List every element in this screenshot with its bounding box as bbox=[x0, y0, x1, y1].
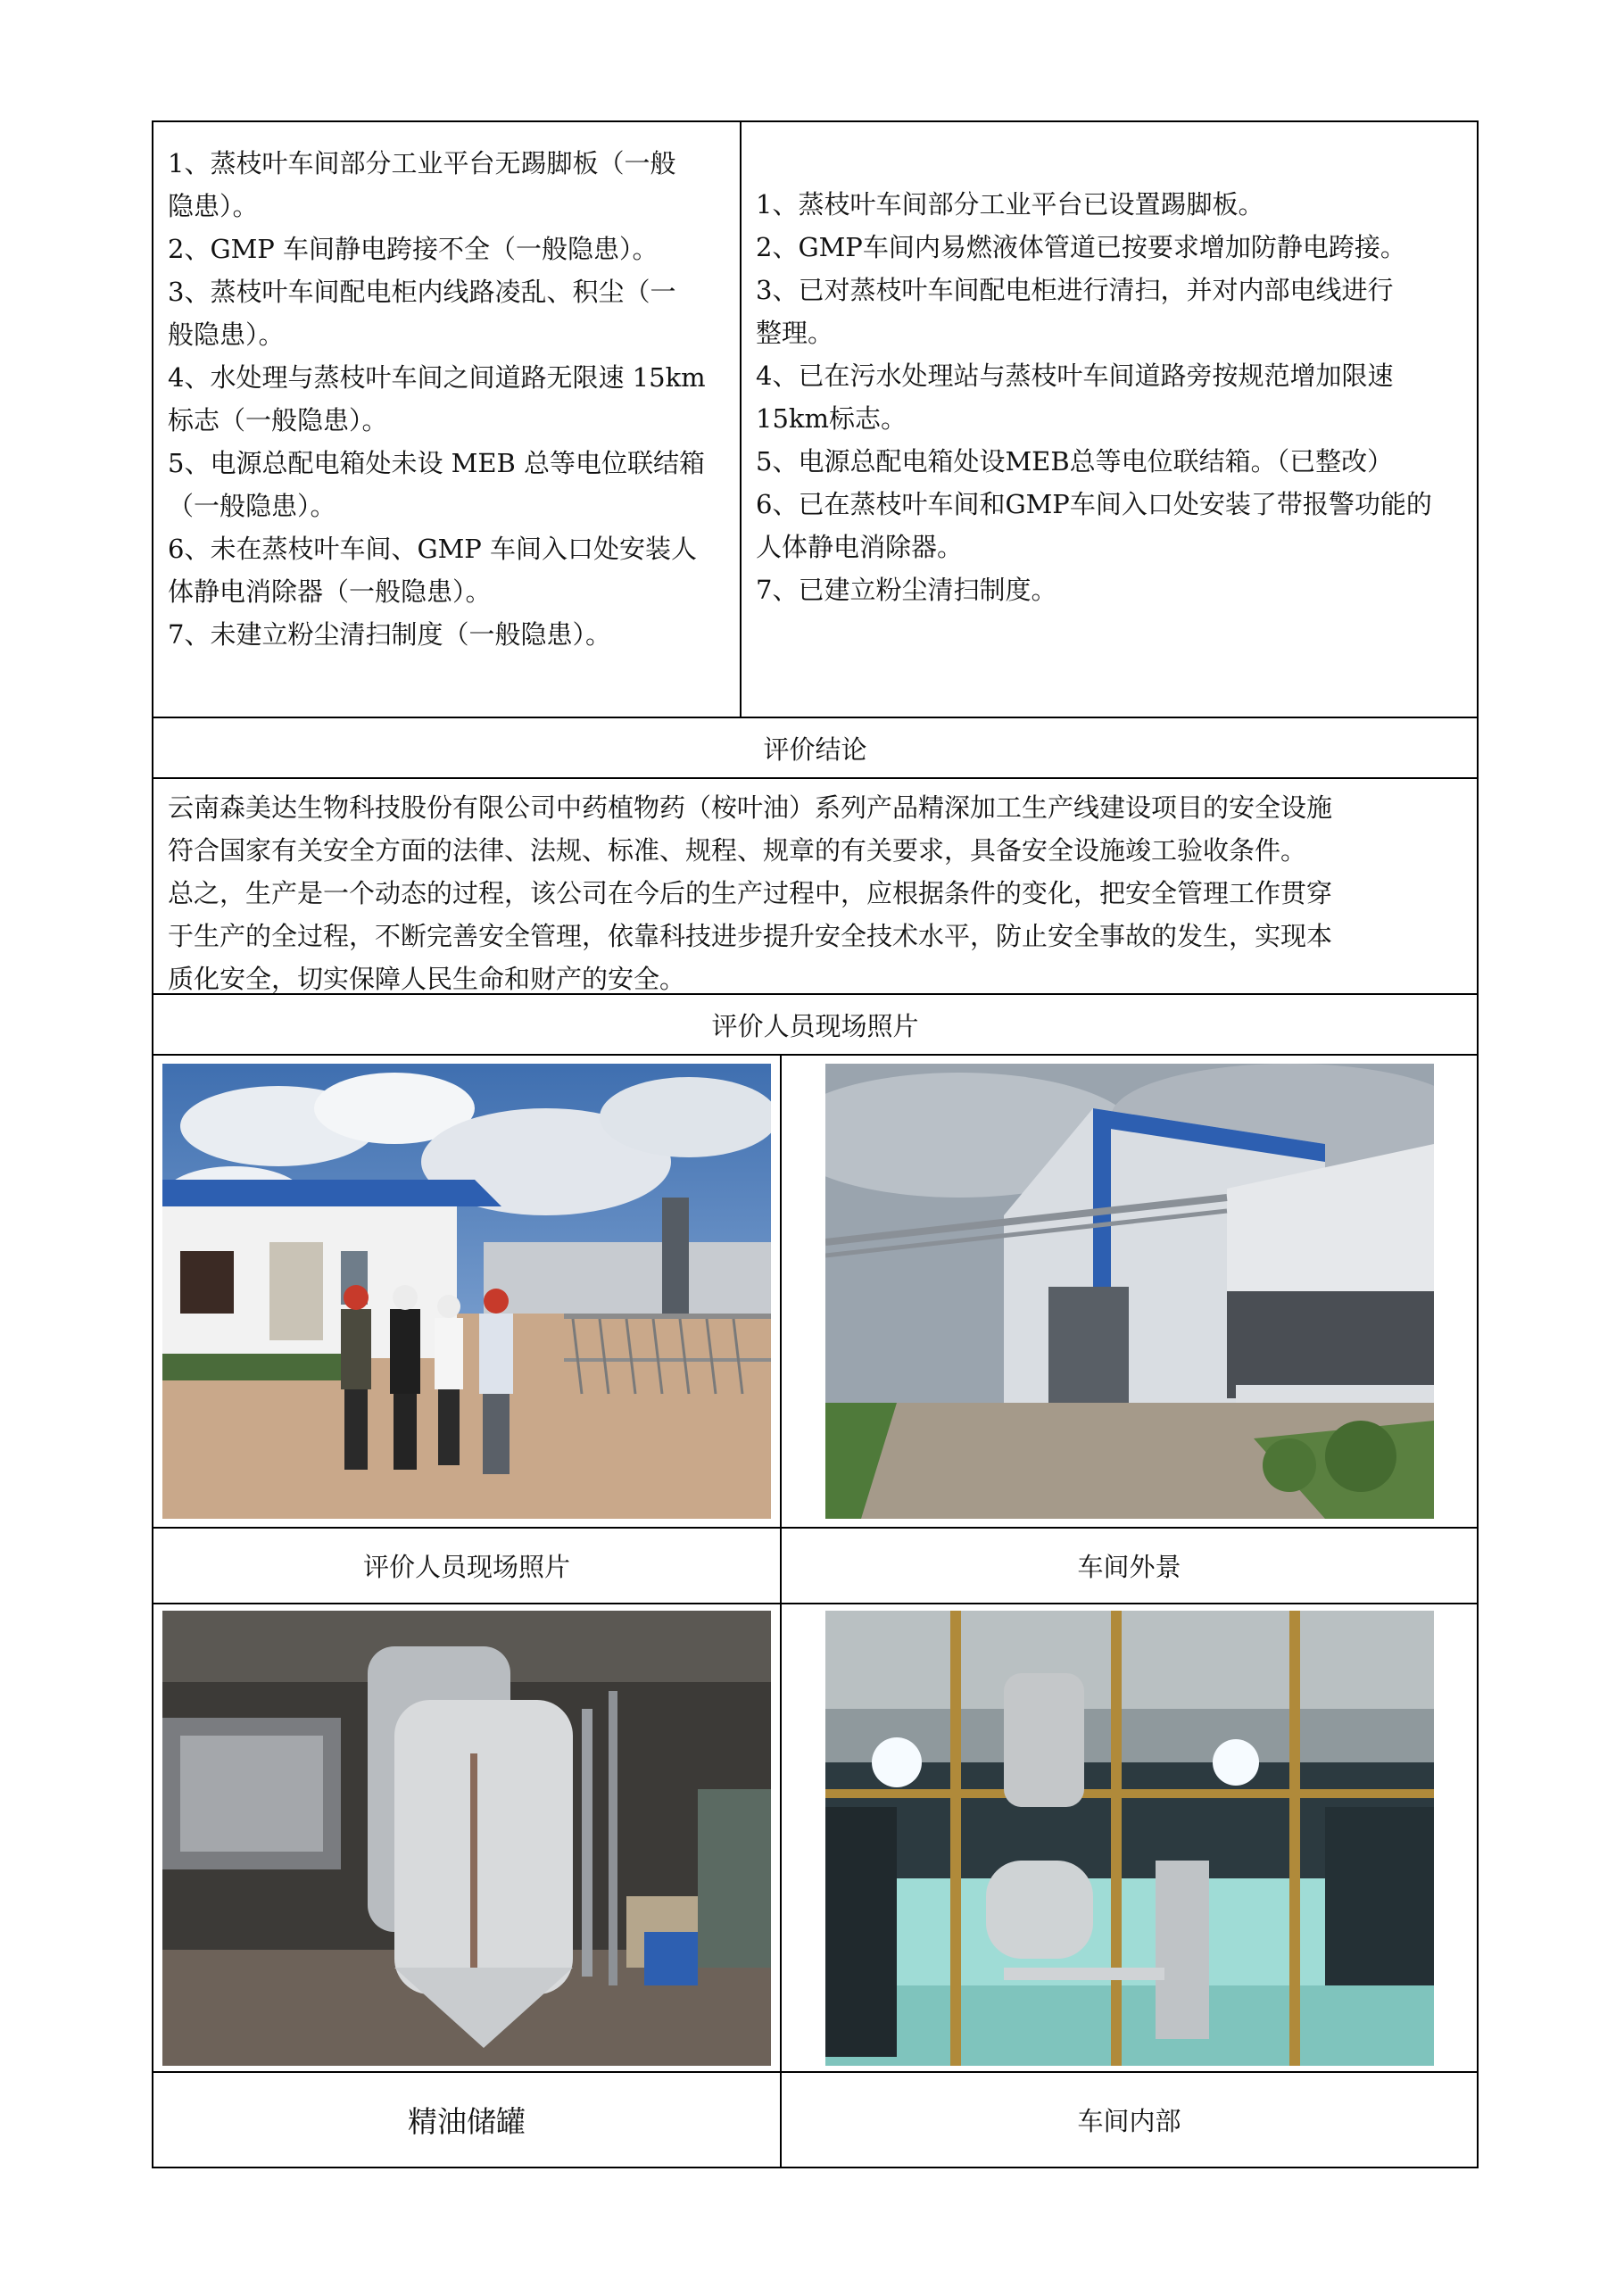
photos-heading: 评价人员现场照片 bbox=[711, 1010, 919, 1041]
rectification-line: 人体静电消除器。 bbox=[756, 532, 964, 562]
rectification-line: 4、已在污水处理站与蒸枝叶车间道路旁按规范增加限速 bbox=[756, 361, 1394, 391]
issue-line: 7、未建立粉尘清扫制度（一般隐患）。 bbox=[168, 619, 611, 650]
rectification-line: 5、电源总配电箱处设MEB总等电位联结箱。（已整改） bbox=[756, 446, 1394, 477]
issue-line: 4、水处理与蒸枝叶车间之间道路无限速 15km bbox=[168, 362, 706, 393]
conclusion-line: 云南森美达生物科技股份有限公司中药植物药（桉叶油）系列产品精深加工生产线建设项目的安全设施 bbox=[168, 792, 1333, 823]
workshop-interior-photo bbox=[825, 1611, 1434, 2066]
caption-row bbox=[153, 1529, 1477, 1604]
photo-cell bbox=[153, 1604, 780, 2071]
issue-line: 3、蒸枝叶车间配电柜内线路凌乱、积尘（一 bbox=[168, 277, 676, 307]
issue-line: 2、GMP 车间静电跨接不全（一般隐患）。 bbox=[168, 234, 659, 264]
caption-row bbox=[153, 2073, 1477, 2167]
photo-cell bbox=[153, 1056, 780, 1527]
photo-cell bbox=[780, 1056, 1477, 1527]
site-team-photo bbox=[162, 1064, 771, 1519]
rectification-line: 6、已在蒸枝叶车间和GMP车间入口处安装了带报警功能的 bbox=[756, 489, 1432, 519]
conclusion-heading: 评价结论 bbox=[763, 734, 867, 765]
workshop-exterior-photo bbox=[825, 1064, 1434, 1519]
issue-line: 体静电消除器（一般隐患）。 bbox=[168, 576, 492, 607]
issue-line: 隐患）。 bbox=[168, 191, 259, 221]
issue-line: 标志（一般隐患）。 bbox=[168, 405, 388, 435]
issue-line: （一般隐患）。 bbox=[168, 491, 336, 521]
photo-cell bbox=[780, 1604, 1477, 2071]
photo-caption: 精油储罐 bbox=[408, 2104, 526, 2139]
conclusion-line: 质化安全，切实保障人民生命和财产的安全。 bbox=[168, 964, 686, 994]
photo-caption: 评价人员现场照片 bbox=[362, 1552, 570, 1582]
rectification-line: 7、已建立粉尘清扫制度。 bbox=[756, 575, 1057, 605]
issue-line: 1、蒸枝叶车间部分工业平台无踢脚板（一般 bbox=[168, 148, 676, 178]
photos-heading-row bbox=[153, 995, 1477, 1056]
findings-row bbox=[153, 122, 1477, 718]
photo-row bbox=[153, 1056, 1477, 1529]
conclusion-heading-row bbox=[153, 718, 1477, 779]
conclusion-body bbox=[153, 779, 1477, 995]
document-table bbox=[152, 120, 1479, 2168]
conclusion-line: 符合国家有关安全方面的法律、法规、标准、规程、规章的有关要求，具备安全设施竣工验收条件。 bbox=[168, 835, 1307, 866]
issue-line: 6、未在蒸枝叶车间、GMP 车间入口处安装人 bbox=[168, 534, 698, 564]
rectification-line: 1、蒸枝叶车间部分工业平台已设置踢脚板。 bbox=[756, 189, 1264, 220]
rectification-line: 整理。 bbox=[756, 318, 834, 348]
conclusion-line: 总之，生产是一个动态的过程，该公司在今后的生产过程中，应根据条件的变化，把安全管理工作贯穿 bbox=[168, 878, 1333, 908]
issue-line: 5、电源总配电箱处未设 MEB 总等电位联结箱 bbox=[168, 448, 706, 478]
photo-caption: 车间内部 bbox=[780, 2073, 1477, 2167]
issues-cell bbox=[153, 122, 740, 717]
rectification-line: 15km标志。 bbox=[756, 403, 907, 434]
photo-caption: 车间外景 bbox=[780, 1529, 1477, 1603]
oil-storage-tank-photo bbox=[162, 1611, 771, 2066]
rectifications-cell bbox=[740, 122, 1477, 717]
conclusion-line: 于生产的全过程，不断完善安全管理，依靠科技进步提升安全技术水平，防止安全事故的发生，实现本 bbox=[168, 921, 1333, 951]
photo-row bbox=[153, 1604, 1477, 2073]
rectification-line: 2、GMP车间内易燃液体管道已按要求增加防静电跨接。 bbox=[756, 232, 1406, 262]
rectification-line: 3、已对蒸枝叶车间配电柜进行清扫，并对内部电线进行 bbox=[756, 275, 1394, 305]
issue-line: 般隐患）。 bbox=[168, 319, 285, 350]
